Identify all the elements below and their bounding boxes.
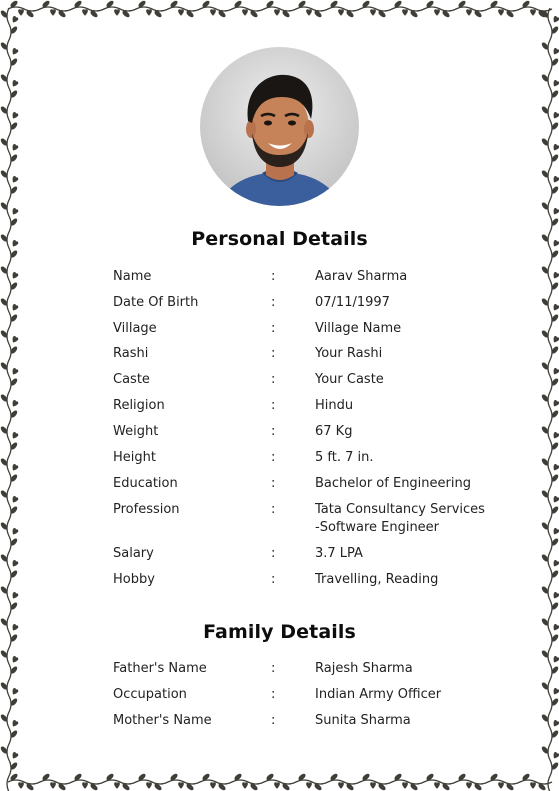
detail-separator: : <box>271 295 276 310</box>
detail-separator: : <box>271 450 276 465</box>
detail-label: Weight <box>113 424 159 439</box>
profile-photo <box>200 47 359 206</box>
detail-separator: : <box>271 546 276 561</box>
detail-value: Sunita Sharma <box>315 713 411 728</box>
detail-label: Name <box>113 269 152 284</box>
detail-separator: : <box>271 346 276 361</box>
detail-value: Travelling, Reading <box>315 572 439 587</box>
detail-separator: : <box>271 661 276 676</box>
detail-label: Religion <box>113 398 165 413</box>
detail-value: 67 Kg <box>315 424 353 439</box>
detail-label: Date Of Birth <box>113 295 199 310</box>
detail-label: Hobby <box>113 572 155 587</box>
detail-label: Education <box>113 476 178 491</box>
detail-separator: : <box>271 321 276 336</box>
person-photo-icon <box>200 47 359 206</box>
detail-label: Salary <box>113 546 154 561</box>
detail-separator: : <box>271 713 276 728</box>
detail-separator: : <box>271 424 276 439</box>
detail-value: Aarav Sharma <box>315 269 408 284</box>
detail-value: Your Caste <box>315 372 384 387</box>
detail-value: Rajesh Sharma <box>315 661 413 676</box>
detail-value: Your Rashi <box>315 346 383 361</box>
detail-value: 07/11/1997 <box>315 295 390 310</box>
detail-label: Profession <box>113 502 180 517</box>
detail-value: Tata Consultancy Services -Software Engineer <box>315 502 485 535</box>
detail-value: 3.7 LPA <box>315 546 363 561</box>
family-details-heading: Family Details <box>203 621 356 643</box>
detail-separator: : <box>271 687 276 702</box>
detail-separator: : <box>271 476 276 491</box>
detail-value: Hindu <box>315 398 354 413</box>
detail-label: Father's Name <box>113 661 207 676</box>
detail-separator: : <box>271 572 276 587</box>
detail-value: Indian Army Officer <box>315 687 442 702</box>
detail-label: Rashi <box>113 346 149 361</box>
personal-details-heading: Personal Details <box>191 228 368 250</box>
detail-separator: : <box>271 398 276 413</box>
detail-label: Village <box>113 321 157 336</box>
detail-label: Mother's Name <box>113 713 212 728</box>
detail-label: Occupation <box>113 687 187 702</box>
detail-label: Height <box>113 450 156 465</box>
detail-value: Village Name <box>315 321 402 336</box>
detail-separator: : <box>271 502 276 517</box>
detail-separator: : <box>271 269 276 284</box>
detail-value: Bachelor of Engineering <box>315 476 471 491</box>
detail-label: Caste <box>113 372 150 387</box>
detail-separator: : <box>271 372 276 387</box>
detail-value: 5 ft. 7 in. <box>315 450 374 465</box>
